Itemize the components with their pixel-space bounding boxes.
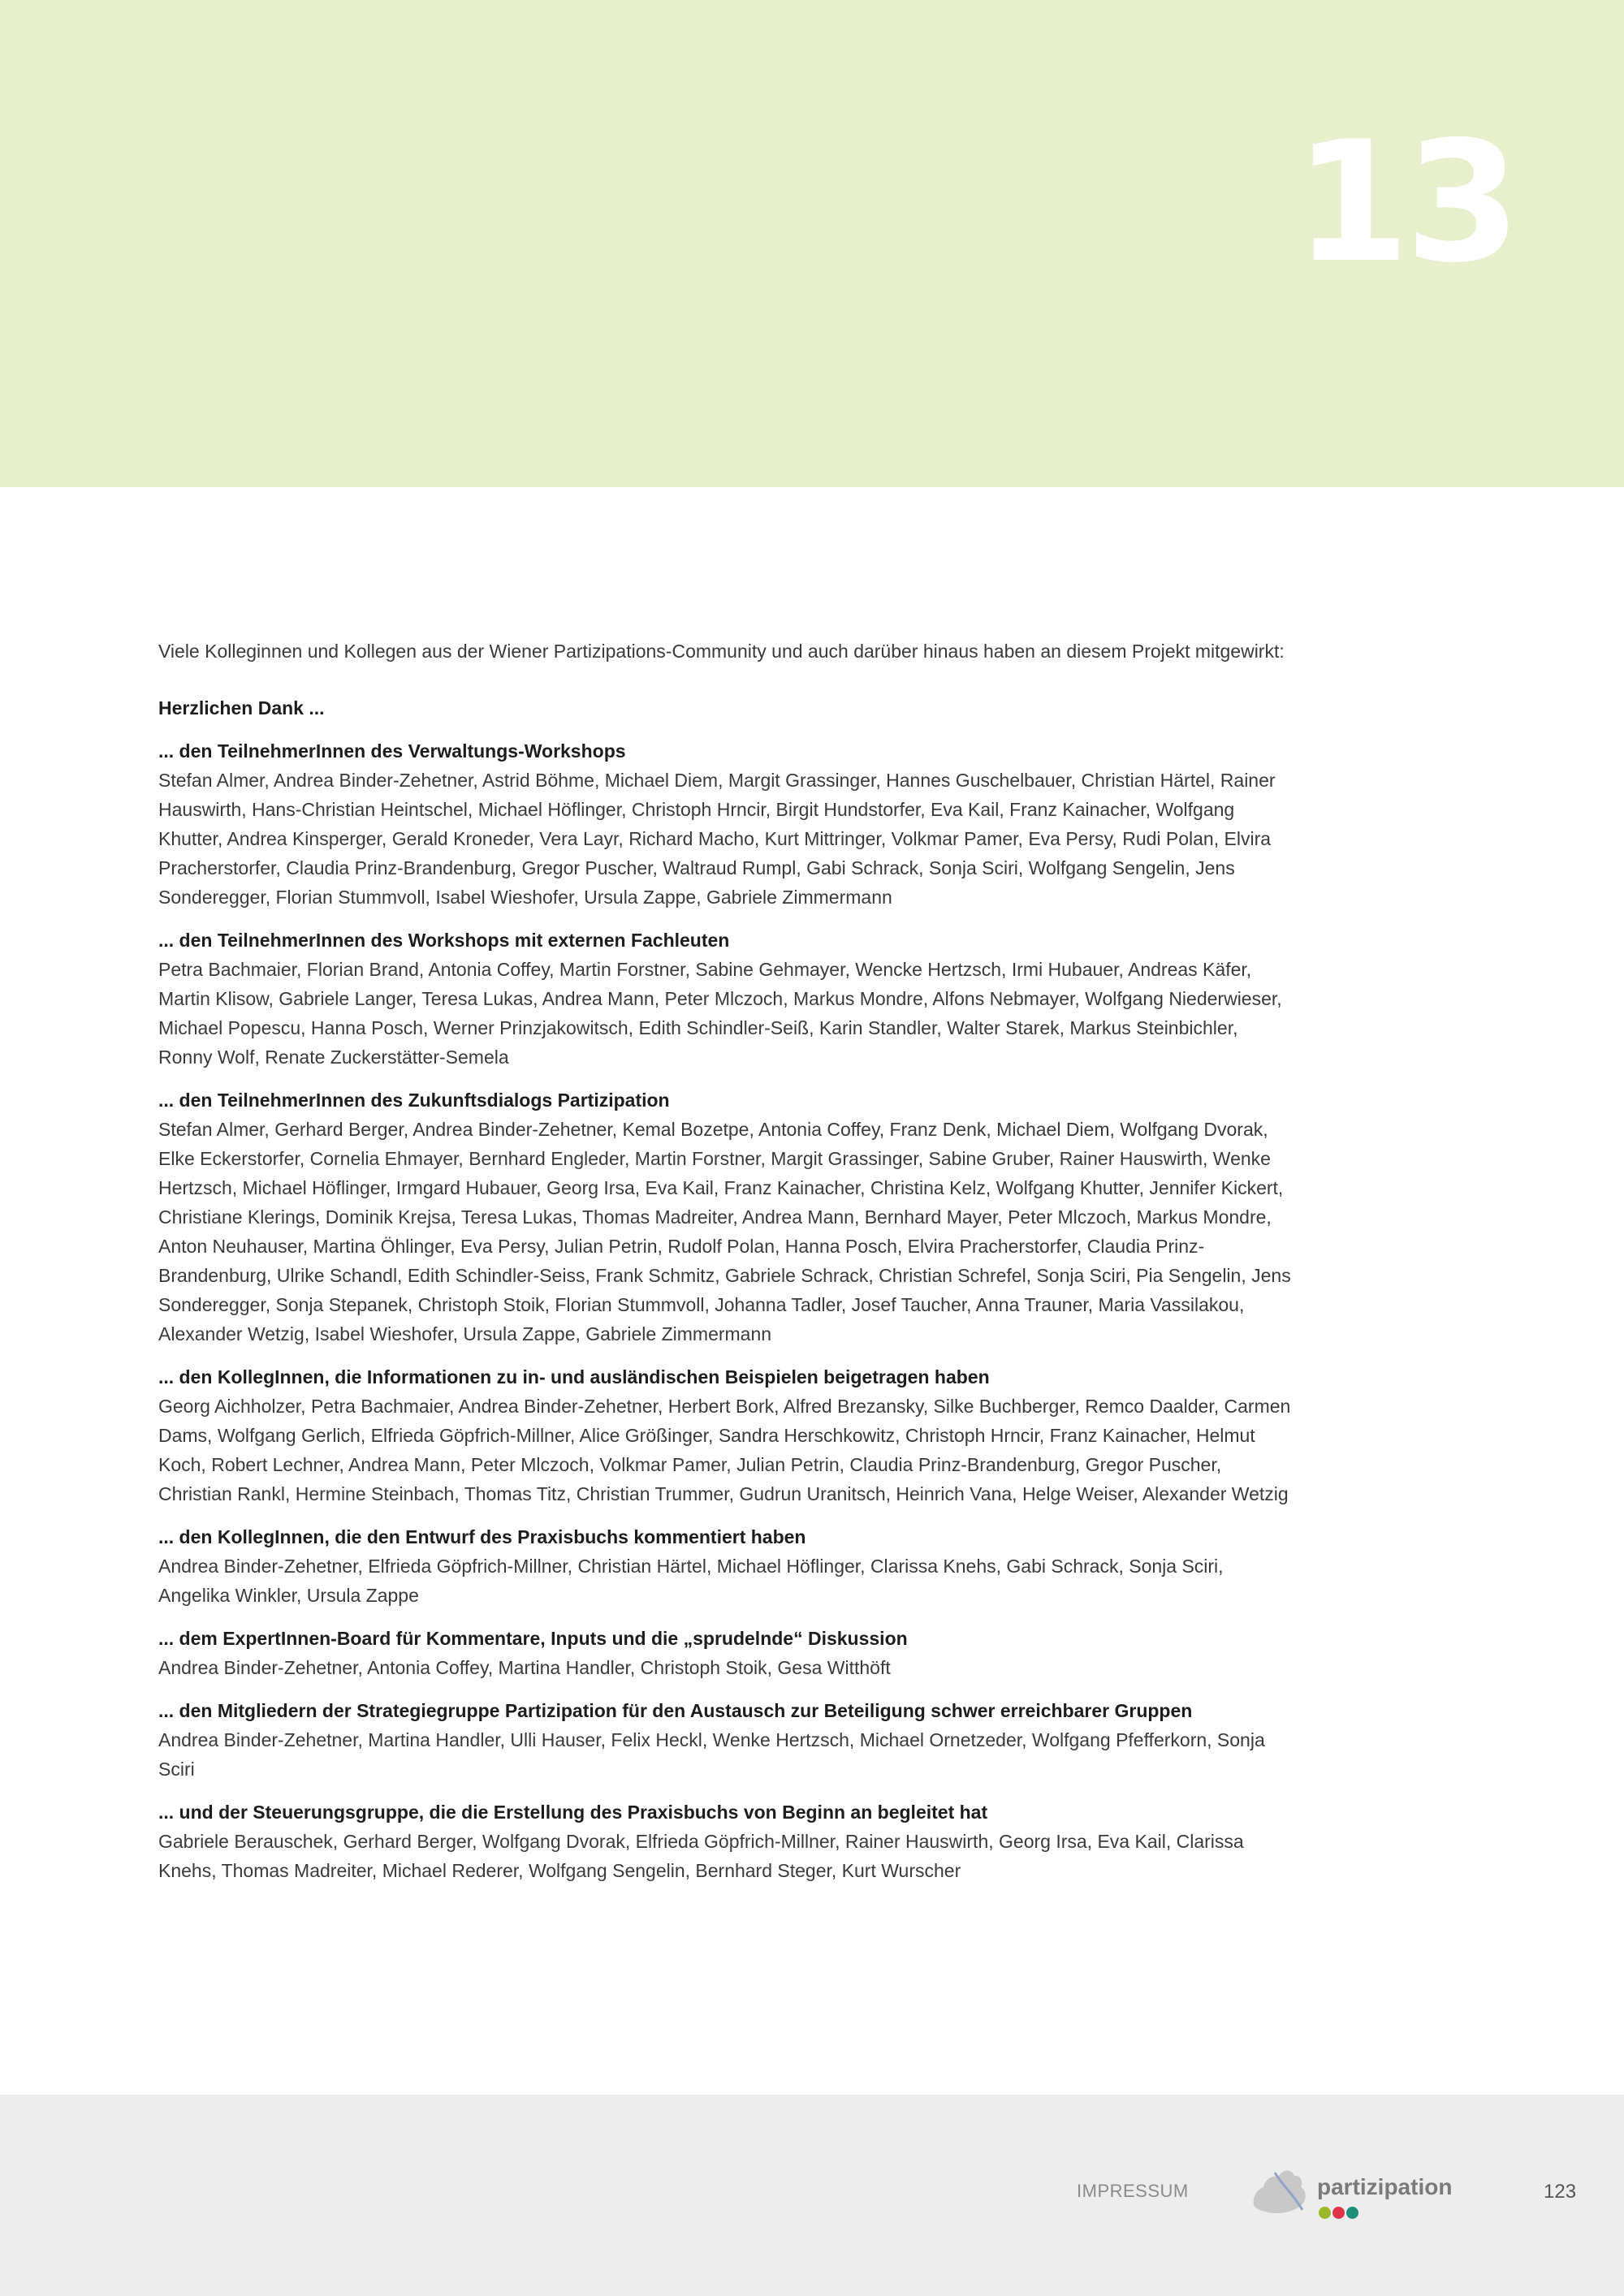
- group-names: Petra Bachmaier, Florian Brand, Antonia Coffey, Martin Forstner, Sabine Gehmayer, Wencke Hertzsch, Irmi Hubauer, Andreas Käfer, Martin Klisow, Gabriele Langer, Teresa Lukas, Andrea Mann, Peter Mlczoch, Markus Mondre, Alfons Nebmayer, Wolfgang Niederwieser, Michael Popescu, Hanna Posch, Werner Prinzjakowitsch, Edith Schindler-Seiß, Karin Standler, Walter Starek, Markus Steinbichler, Ronny Wolf, Renate Zuckerstätter-Semela: [158, 959, 1282, 1068]
- group-entwurf-kommentiert: [158, 1522, 1295, 1610]
- group-names: Andrea Binder-Zehetner, Elfrieda Göpfrich-Millner, Christian Härtel, Michael Höflinger, Clarissa Knehs, Gabi Schrack, Sonja Sciri, Angelika Winkler, Ursula Zappe: [158, 1556, 1224, 1606]
- logo-text: partizipation: [1317, 2174, 1453, 2199]
- group-title: ... dem ExpertInnen-Board für Kommentare, Inputs und die „sprudelnde“ Diskussion: [158, 1628, 908, 1649]
- thanks-heading: Herzlichen Dank ...: [158, 697, 325, 719]
- group-externe-fachleute: [158, 926, 1295, 1072]
- group-title: ... den TeilnehmerInnen des Verwaltungs-Workshops: [158, 740, 626, 762]
- group-names: Georg Aichholzer, Petra Bachmaier, Andrea Binder-Zehetner, Herbert Bork, Alfred Brezansky, Silke Buchberger, Remco Daalder, Carmen Dams, Wolfgang Gerlich, Elfrieda Göpfrich-Millner, Alice Größinger, Sandra Herschkowitz, Christoph Hrncir, Franz Kainacher, Helmut Koch, Robert Lechner, Andrea Mann, Peter Mlczoch, Volkmar Pamer, Julian Petrin, Claudia Prinz-Brandenburg, Gregor Puscher, Christian Rankl, Hermine Steinbach, Thomas Titz, Christian Trummer, Gudrun Uranitsch, Heinrich Vana, Helge Weiser, Alexander Wetzig: [158, 1396, 1291, 1504]
- group-title: ... den TeilnehmerInnen des Zukunftsdialogs Partizipation: [158, 1090, 670, 1111]
- group-names: Gabriele Berauschek, Gerhard Berger, Wolfgang Dvorak, Elfrieda Göpfrich-Millner, Rainer Hauswirth, Georg Irsa, Eva Kail, Clarissa Knehs, Thomas Madreiter, Michael Rederer, Wolfgang Sengelin, Bernhard Steger, Kurt Wurscher: [158, 1831, 1244, 1881]
- group-title: ... und der Steuerungsgruppe, die die Erstellung des Praxisbuchs von Beginn an begleitet hat: [158, 1802, 988, 1823]
- group-names: Andrea Binder-Zehetner, Antonia Coffey, Martina Handler, Christoph Stoik, Gesa Witthöft: [158, 1657, 891, 1678]
- group-zukunftsdialog: [158, 1085, 1295, 1349]
- header-band: [0, 0, 1624, 487]
- section-label: IMPRESSUM: [1077, 2181, 1189, 2201]
- main-content: [158, 637, 1295, 1899]
- logo-dots: [1319, 2207, 1360, 2223]
- group-expertinnen-board: [158, 1624, 1295, 1682]
- group-beispiele: [158, 1362, 1295, 1508]
- group-names: Stefan Almer, Andrea Binder-Zehetner, Astrid Böhme, Michael Diem, Margit Grassinger, Hannes Guschelbauer, Christian Härtel, Rainer Hauswirth, Hans-Christian Heintschel, Michael Höflinger, Christoph Hrncir, Birgit Hundstorfer, Eva Kail, Franz Kainacher, Wolfgang Khutter, Andrea Kinsperger, Gerald Kroneder, Vera Layr, Richard Macho, Kurt Mittringer, Volkmar Pamer, Eva Persy, Rudi Polan, Elvira Pracherstorfer, Claudia Prinz-Brandenburg, Gregor Puscher, Waltraud Rumpl, Gabi Schrack, Sonja Sciri, Wolfgang Sengelin, Jens Sonderegger, Florian Stummvoll, Isabel Wieshofer, Ursula Zappe, Gabriele Zimmermann: [158, 770, 1276, 908]
- chapter-number: 13: [1294, 106, 1516, 300]
- intro-text: Viele Kolleginnen und Kollegen aus der Wiener Partizipations-Community und auch darüber hinaus haben an diesem Projekt mitgewirkt:: [158, 641, 1285, 662]
- group-names: Andrea Binder-Zehetner, Martina Handler, Ulli Hauser, Felix Heckl, Wenke Hertzsch, Michael Ornetzeder, Wolfgang Pfefferkorn, Sonja Sciri: [158, 1729, 1265, 1780]
- logo-dot-teal: [1346, 2207, 1358, 2219]
- group-verwaltungs-workshop: [158, 736, 1295, 912]
- group-steuerungsgruppe: [158, 1798, 1295, 1885]
- group-title: ... den Mitgliedern der Strategiegruppe Partizipation für den Austausch zur Beteiligung schwer erreichbarer Gruppen: [158, 1700, 1193, 1721]
- group-strategiegruppe: [158, 1696, 1295, 1784]
- group-title: ... den TeilnehmerInnen des Workshops mit externen Fachleuten: [158, 930, 730, 951]
- logo-dot-red: [1332, 2207, 1345, 2219]
- group-title: ... den KollegInnen, die Informationen zu in- und ausländischen Beispielen beigetragen haben: [158, 1366, 990, 1388]
- page-number: 123: [1544, 2181, 1577, 2203]
- logo-dot-green: [1319, 2207, 1331, 2219]
- group-title: ... den KollegInnen, die den Entwurf des Praxisbuchs kommentiert haben: [158, 1526, 806, 1547]
- group-names: Stefan Almer, Gerhard Berger, Andrea Binder-Zehetner, Kemal Bozetpe, Antonia Coffey, Franz Denk, Michael Diem, Wolfgang Dvorak, Elke Eckerstorfer, Cornelia Ehmayer, Bernhard Engleder, Martin Forstner, Margit Grassinger, Sabine Gruber, Rainer Hauswirth, Wenke Hertzsch, Michael Höflinger, Irmgard Hubauer, Georg Irsa, Eva Kail, Franz Kainacher, Christina Kelz, Wolfgang Khutter, Jennifer Kickert, Christiane Klerings, Dominik Krejsa, Teresa Lukas, Thomas Madreiter, Andrea Mann, Bernhard Mayer, Peter Mlczoch, Markus Mondre, Anton Neuhauser, Martina Öhlinger, Eva Persy, Julian Petrin, Rudolf Polan, Hanna Posch, Elvira Pracherstorfer, Claudia Prinz-Brandenburg, Ulrike Schandl, Edith Schindler-Seiss, Frank Schmitz, Gabriele Schrack, Christian Schrefel, Sonja Sciri, Pia Sengelin, Jens Sonderegger, Sonja Stepanek, Christoph Stoik, Florian Stummvoll, Johanna Tadler, Josef Taucher, Anna Trauner, Maria Vassilakou, Alexander Wetzig, Isabel Wieshofer, Ursula Zappe, Gabriele Zimmermann: [158, 1119, 1291, 1344]
